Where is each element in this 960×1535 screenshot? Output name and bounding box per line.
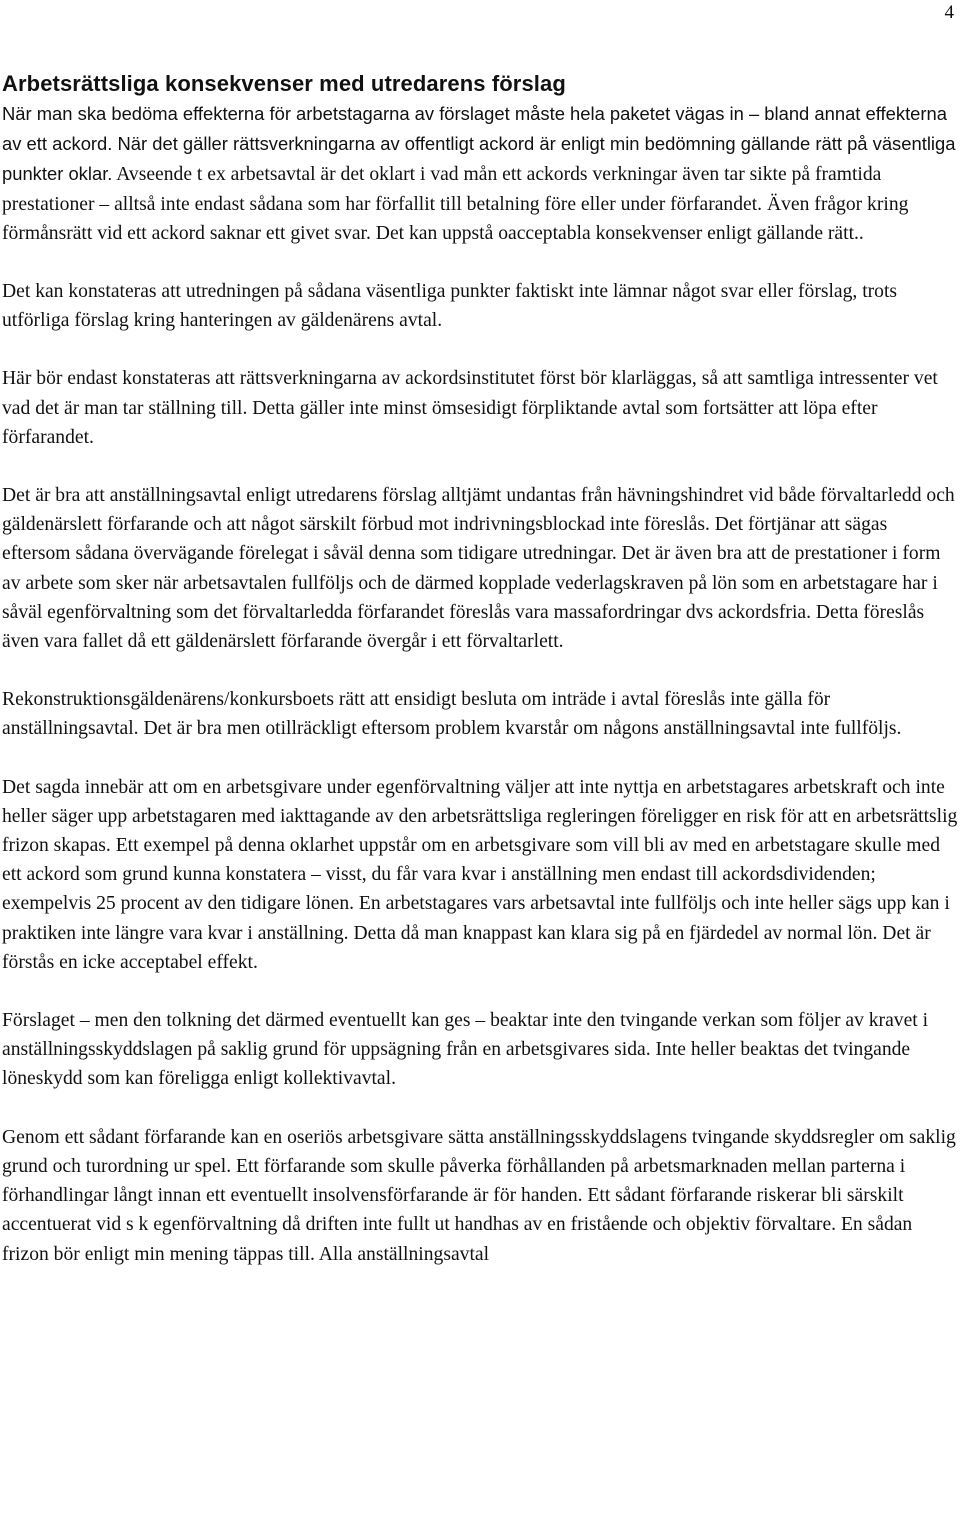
paragraph-sans-part: När man ska bedöma effekterna för arbetstagarna av förslaget måste hela paketet vägas in – bland annat effekterna av ett ackord. När det gäller rättsverkningarna av offentligt ackord är enligt min bedömning gällande rätt på väsentliga punkter oklar. xyxy=(2,103,956,185)
paragraph-serif-part: Avseende t ex arbetsavtal är det oklart i vad mån ett ackords verkningar även tar sikte på framtida prestationer – alltså inte endast sådana som har förfallit till betalning före eller under förfarandet. Även frågor kring förmånsrätt vid ett ackord saknar ett givet svar. Det kan uppstå oacceptabla konsekvenser enligt gällande rätt.. xyxy=(2,164,909,244)
page-number: 4 xyxy=(944,2,954,23)
section-heading: Arbetsrättsliga konsekvenser med utredarens förslag xyxy=(2,71,566,96)
document-body xyxy=(2,68,959,1298)
paragraph: Rekonstruktionsgäldenärens/konkursboets rätt att ensidigt besluta om inträde i avtal föreslås inte gälla för anställningsavtal. Det är bra men otillräckligt eftersom problem kvarstår om någons anställningsavtal inte fullföljs. xyxy=(2,689,902,740)
paragraph: Det sagda innebär att om en arbetsgivare under egenförvaltning väljer att inte nyttja en arbetstagares arbetskraft och inte heller säger upp arbetstagaren med iakttagande av den arbetsrättsliga regleringen föreligger en risk för att en arbetsrättslig frizon skapas. Ett exempel på denna oklarhet uppstår om en arbetsgivare som vill bli av med en arbetstagare skulle med ett ackord som grund kunna konstatera – visst, du får vara kvar i anställning men endast till ackordsdividenden; exempelvis 25 procent av den tidigare lönen. En arbetstagares vars arbetsavtal inte fullföljs och inte heller sägs upp kan i praktiken inte längre vara kvar i anställning. Detta då man knappast kan klara sig på en fjärdedel av normal lön. Det är förstås en icke acceptabel effekt. xyxy=(2,776,958,973)
paragraph: Det är bra att anställningsavtal enligt utredarens förslag alltjämt undantas från hävningshindret vid både förvaltarledd och gäldenärslett förfarande och att något särskilt förbud mot indrivningsblockad inte föreslås. Det förtjänar att sägas eftersom sådana övervägande förelegat i såväl denna som tidigare utredningar. Det är även bra att de prestationer i form av arbete som sker när arbetsavtalen fullföljs och de därmed kopplade vederlagskraven på lön som en arbetstagare har i såväl egenförvaltning som det förvaltarledda förfarandet föreslås vara massafordringar dvs ackordsfria. Detta föreslås även vara fallet då ett gäldenärslett förfarande övergår i ett förvaltarlett. xyxy=(2,485,955,653)
paragraph xyxy=(2,99,959,248)
paragraph: Det kan konstateras att utredningen på sådana väsentliga punkter faktiskt inte lämnar något svar eller förslag, trots utförliga förslag kring hanteringen av gäldenärens avtal. xyxy=(2,281,898,332)
paragraph: Här bör endast konstateras att rättsverkningarna av ackordsinstitutet först bör klarläggas, så att samtliga intressenter vet vad det är man tar ställning till. Detta gäller inte minst ömsesidigt förpliktande avtal som fortsätter att löpa efter förfarandet. xyxy=(2,368,938,448)
paragraph: Genom ett sådant förfarande kan en oseriös arbetsgivare sätta anställningsskyddslagens tvingande skyddsregler om saklig grund och turordning ur spel. Ett förfarande som skulle påverka förhållanden på arbetsmarknaden mellan parterna i förhandlingar långt innan ett eventuellt insolvensförfarande är för handen. Ett sådant förfarande riskerar bli särskilt accentuerat vid s k egenförvaltning då driften inte fullt ut handhas av en fristående och objektiv förvaltare. En sådan frizon bör enligt min mening täppas till. Alla anställningsavtal xyxy=(2,1126,956,1265)
paragraph: Förslaget – men den tolkning det därmed eventuellt kan ges – beaktar inte den tvingande verkan som följer av kravet i anställningsskyddslagen på saklig grund för uppsägning från en arbetsgivares sida. Inte heller beaktas det tvingande löneskydd som kan föreligga enligt kollektivavtal. xyxy=(2,1010,929,1090)
